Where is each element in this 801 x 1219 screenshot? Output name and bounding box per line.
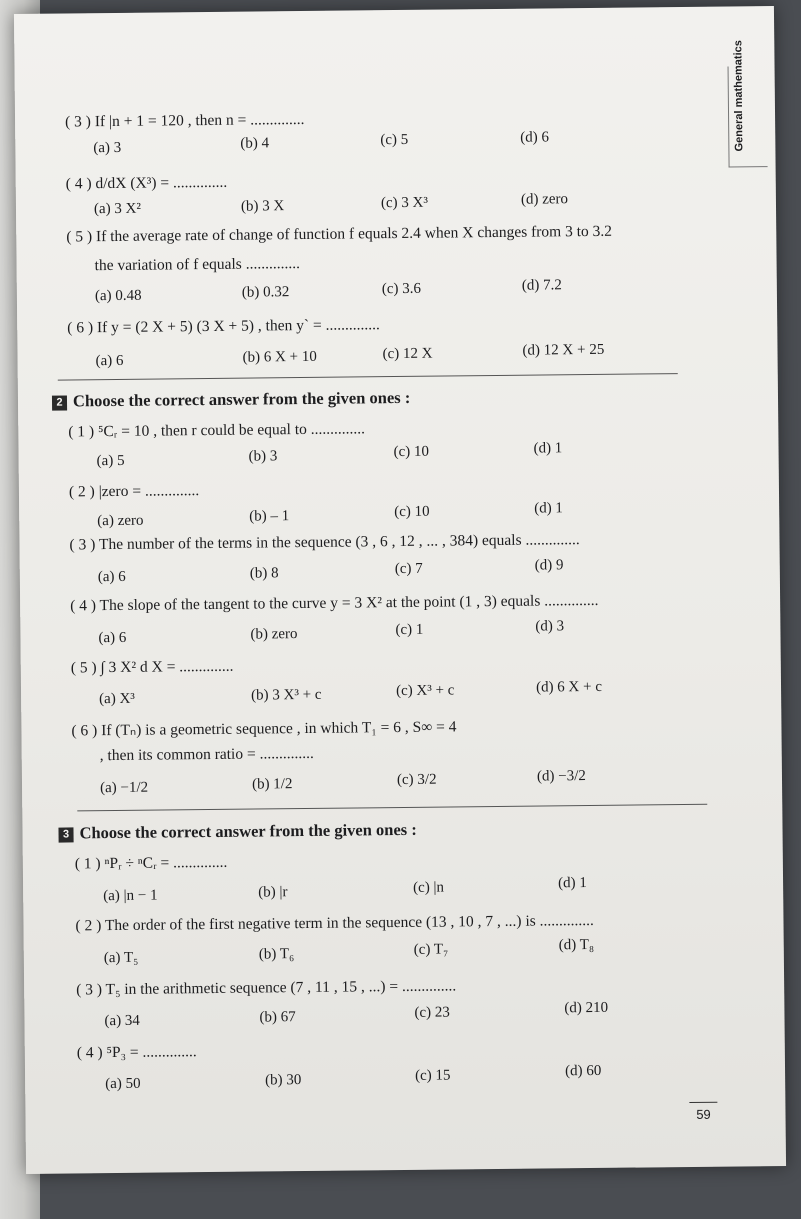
question-stem: ( 6 ) If (Tₙ) is a geometric sequence , in which T₁ = 6 , S∞ = 4 — [71, 718, 457, 740]
question-stem: ( 1 ) ⁿPᵣ ÷ ⁿCᵣ = .............. — [74, 853, 228, 873]
question-stem: ( 5 ) If the average rate of change of function f equals 2.4 when X changes from 3 to 3.2 — [66, 222, 613, 246]
option: (a) X³ — [99, 690, 135, 708]
option: (a) 5 — [96, 452, 125, 470]
option: (a) 6 — [98, 629, 127, 647]
option: (d) zero — [520, 191, 569, 208]
option: (a) zero — [97, 512, 144, 530]
option: (d) 3 — [535, 618, 565, 635]
option: (c) |n — [413, 879, 445, 896]
option: (c) 10 — [394, 503, 430, 521]
question-stem: ( 4 ) The slope of the tangent to the curve y = 3 X² at the point (1 , 3) equals .............. — [70, 591, 599, 615]
option: (d) 1 — [534, 500, 563, 517]
option: (c) 3 X³ — [380, 194, 429, 212]
option: (d) 210 — [564, 999, 609, 1017]
question-stem: ( 3 ) T₅ in the arithmetic sequence (7 , 11 , 15 , ...) = .............. — [76, 977, 457, 999]
option: (b) 8 — [249, 565, 279, 582]
option: (a) −1/2 — [99, 779, 149, 797]
option: (a) 3 X² — [93, 200, 142, 218]
question-stem: ( 4 ) ⁵P₃ = .............. — [76, 1043, 197, 1062]
option: (c) 3.6 — [381, 280, 422, 298]
section-2-heading — [52, 388, 410, 412]
option: (c) 15 — [415, 1067, 451, 1084]
option: (a) 0.48 — [94, 287, 142, 305]
option: (c) 1 — [395, 621, 424, 639]
section-heading-text: Choose the correct answer from the given ones : — [79, 819, 417, 843]
option: (d) 1 — [533, 440, 563, 457]
option: (d) 6 X + c — [535, 678, 603, 696]
section-heading-text: Choose the correct answer from the given ones : — [72, 387, 411, 411]
question-stem: ( 4 ) d/dX (X³) = .............. — [65, 173, 228, 193]
question-stem: ( 2 ) The order of the first negative term in the sequence (13 , 10 , 7 , ...) is .............. — [75, 911, 594, 935]
divider — [77, 804, 707, 812]
option: (d) 6 — [520, 129, 550, 146]
option: (c) 23 — [414, 1004, 450, 1021]
option: (b) zero — [250, 626, 298, 643]
option: (b) 4 — [240, 135, 270, 152]
option: (b) T₆ — [258, 946, 295, 963]
option: (d) −3/2 — [536, 768, 586, 785]
option: (b) 30 — [265, 1072, 302, 1089]
question-stem-line2: the variation of f equals .............. — [94, 255, 300, 275]
side-tab — [728, 40, 768, 167]
option: (d) 60 — [564, 1062, 602, 1080]
question-stem: ( 1 ) ⁵Cᵣ = 10 , then r could be equal to .............. — [68, 420, 366, 441]
section-3-heading — [58, 820, 416, 844]
option: (a) 6 — [95, 352, 124, 370]
question-stem-line2: , then its common ratio = .............. — [99, 744, 314, 765]
option: (d) 12 X + 25 — [522, 341, 605, 359]
question-stem: ( 3 ) The number of the terms in the sequence (3 , 6 , 12 , ... , 384) equals .............. — [69, 531, 580, 554]
option: (b) |r — [258, 884, 288, 901]
option: (b) 1/2 — [251, 776, 293, 793]
option: (b) – 1 — [249, 508, 290, 525]
option: (d) 7.2 — [521, 277, 562, 294]
question-stem: ( 5 ) ∫ 3 X² d X = .............. — [70, 657, 234, 677]
option: (a) 3 — [93, 139, 122, 157]
option: (c) 5 — [380, 131, 409, 149]
option: (c) 7 — [394, 560, 423, 578]
divider — [58, 373, 678, 380]
option: (b) 0.32 — [241, 284, 290, 301]
side-tab-label: General mathematics — [732, 40, 746, 152]
option: (b) 3 X — [240, 198, 285, 215]
question-stem: ( 3 ) If |n + 1 = 120 , then n = .............. — [64, 110, 305, 131]
option: (d) 9 — [534, 557, 564, 574]
option: (a) 34 — [104, 1012, 140, 1030]
section-number-badge: 2 — [52, 395, 67, 410]
option: (b) 6 X + 10 — [242, 348, 317, 366]
option: (c) X³ + c — [395, 682, 455, 700]
question-stem: ( 6 ) If y = (2 X + 5) (3 X + 5) , then y` = .............. — [67, 316, 380, 337]
option: (b) 67 — [259, 1009, 296, 1026]
option: (c) 12 X — [382, 345, 433, 363]
option: (a) 6 — [97, 568, 126, 586]
textbook-page — [14, 6, 786, 1174]
option: (c) T₇ — [413, 941, 449, 958]
section-number-badge: 3 — [58, 827, 73, 842]
option: (a) |n − 1 — [103, 887, 158, 905]
option: (b) 3 — [248, 448, 278, 465]
question-stem: ( 2 ) |zero = .............. — [68, 482, 200, 501]
option: (a) 50 — [105, 1075, 141, 1093]
option: (a) T₅ — [103, 949, 139, 967]
option: (b) 3 X³ + c — [251, 686, 322, 704]
option: (d) 1 — [557, 875, 587, 892]
option: (d) T₈ — [558, 936, 595, 954]
page-number: 59 — [689, 1102, 717, 1122]
option: (c) 3/2 — [396, 771, 437, 789]
option: (c) 10 — [393, 443, 430, 461]
